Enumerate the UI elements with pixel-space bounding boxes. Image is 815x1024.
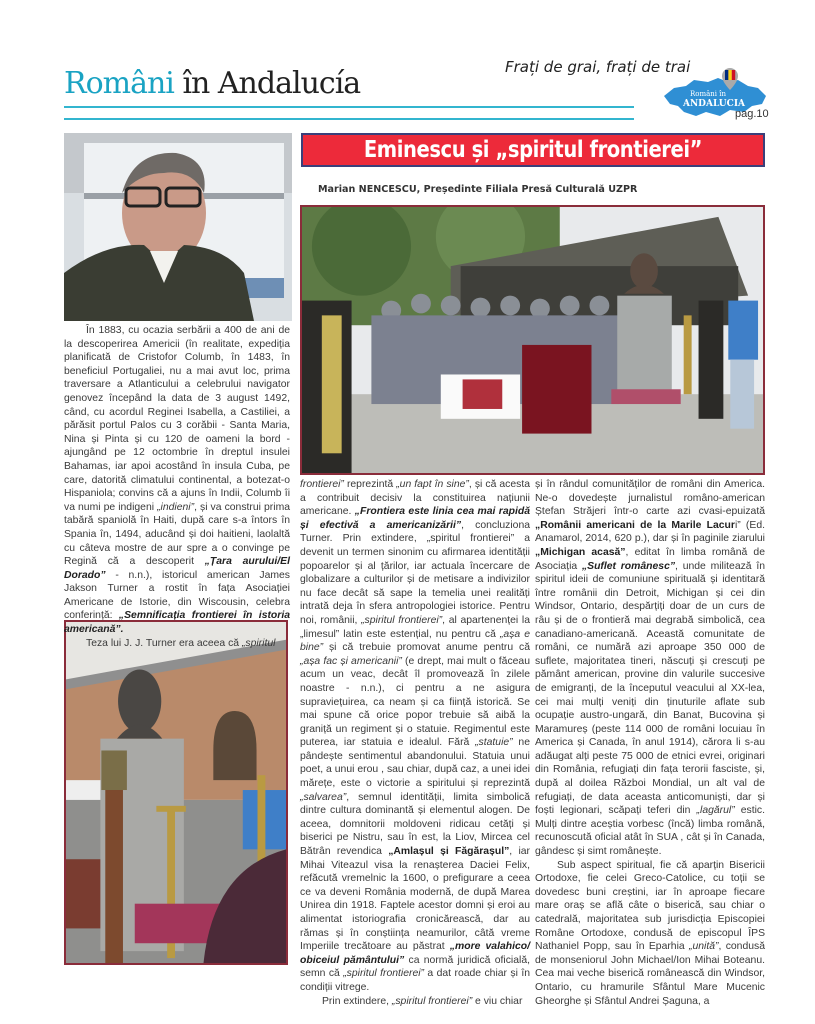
author-portrait-photo xyxy=(64,133,292,321)
eminescu-bust-photo xyxy=(64,620,288,965)
paragraph: Sub aspect spiritual, fie că aparțin Bisericii Ortodoxe, fie celei Greco-Catolice, cu toții se dovedesc buni creștini, iar în aproape fiecare mare oraș se află câte o biserică, sau chiar o catedrală, majoritatea sub jurisdicția Episcopiei Române Ortodoxe, condusă de episcopul ÎPS Nathaniel Popp, sau în Eparhia „unită”, condusă de monseniorul John Michael/Ion Mihai Boteanu. Cea mai veche biserică românească din Windsor, Ontario, cu hramurile Sfântul Mare Mucenic Gheorghe și Sfântul Andrei Șaguna, a xyxy=(535,859,765,1007)
motto: Frați de grai, frați de trai xyxy=(505,58,691,76)
badge-line1: Români în xyxy=(689,90,727,98)
header-rule-top xyxy=(64,106,634,108)
paragraph: În 1883, cu ocazia serbării a 400 de ani de la descoperirea Americii (în realitate, expediția planificată de Cristofor Columb, în 1483, în beneficiul Portugaliei, nu a mai avut loc, prima traversare a Atlanticului a celebrului navigator genovez începând la data de 3 august 1492, când, cu acordul Reginei Isabella, a Castiliei, a părăsit portul Palos cu 3 corăbii - Santa Maria, Nina și Pinta și cu 120 de oameni la bord - ajungând pe 12 octombrie în dreptul insulei Bahamas, iar apoi acostând în insula Cuba, pe care, datorită climatului continental, a botezat-o Hispaniola; convins că a ajuns în Indii, Columb îi va numi pe indigeni „indieni”, și va construi prima tabără spaniolă în Haiti, după care s-a întors în Spania în, 1494, aducând și doi haitieni, laolaltă cu câteva mostre de aur spre a o convinge pe Regină că a descoperit „Țara aurului/El Dorado” - n.n.), istoricul american James Jakson Turner a rostit în fața Asociației Americane de Istorie, din Wiscousin, celebra conferință: „Semnificația frontierei în istoria americană”. xyxy=(64,325,291,636)
ceremony-photo xyxy=(300,205,765,475)
badge-line2: ANDALUCIA xyxy=(682,99,746,109)
logo-romani: Români xyxy=(64,66,174,101)
page-number: pag.10 xyxy=(735,108,769,120)
article-title: Eminescu și „spiritul frontierei” xyxy=(363,137,703,163)
paragraph: frontierei” reprezintă „un fapt în sine”, și că acesta a contribuit decisiv la constituirea națiunii americane. „Frontiera este linia cea mai rapidă și efectivă a americanizării”, concluziona Turner. Prin extindere, „spiritul frontierei” a devenit un termen sinonim cu afirmarea identității popoarelor și al țărilor, iar actuala încercare de globalizare a culturilor și de metisare a indivizilor nu face decât să sape la temelia unei realități intrată deja în sfera antropologiei istorice. Pentru noi, românii, „spiritul frontierei”, al apartenenței la „limesul” latin este estențial, nu pentru că „așa e bine” și că trebuie promovat anume pentru că „așa fac și americanii” (e drept, mai mult o făceau acum un veac, decât îl promovează în zilele noastre - n.n.), ci pentru a ne asigura supraviețuirea, ca neam și ca ființă istorică. Se mai spune că orice popor trebuie să aibă la graniță un regiment și o statuie. Regimentul este puterea, iar statuia e idealul. Fără „statuie” ne pândește sentimentul abandonului. Statuia unui poet, a unui erou , sau chiar, după caz, a unei idei mărețe, este o victorie a spiritului și reprezintă „salvarea”, semnul identității, limita simbolică dintre cultura dominantă și elementul alogen. De aceea, domnitorii moldoveni ridicau cetăți și biserici pe Nistru, sau în est, la Liov, Mircea cel Bătrân revendica „Amlașul și Făgărașul”, iar Mihai Viteazul visa la renașterea Daciei Felix, refăcută vremelnic la 1600, o prefigurare a ceea ce va deveni România modernă, de după Marea Unirea din 1918. Faptele acestor domni și eroi au alimentat istoriografia cronicărească, dar au rămas și în conștiința neamurilor, câtă vreme Imperiile trecătoare au păstrat „more valahico/ obiceiul pământului” ca normă juridică oficială, semn că „spiritul frontierei” a dat roade chiar și în condiții vitrege. xyxy=(300,479,531,993)
paragraph: Prin extindere, „spiritul frontierei” e viu chiar xyxy=(322,995,523,1007)
article-title-box xyxy=(301,133,765,167)
article-column-1 xyxy=(64,324,290,650)
paragraph: și în rândul comunităților de români din America. Ne-o dovedește jurnalistul româno-american Ștefan Străjeri într-o carte azi cvasi-epuizată „Românii americani de la Marile Lacuri” (Ed. Anamarol, 2014, 620 p.), dar și în paginile ziarului „Michigan acasă”, editat în limba română de Asociația „Suflet românesc”, unde militează în spiritul ideii de comuniune spirituală și identitară între românii din Detroit, Michigan și cei din Windsor, Ontario, despărțiți doar de un curs de râu și de o frontieră mai degrabă simbolică, cea canadiano-americană. Această comunitate de români, ce numără azi aproape 350 000 de suflete, majoritatea tineri, născuți și crescuți pe pământ american, provine din valurile succesive de emigranți, de la începutul veacului al XX-lea, cei mai mulți veniți din ținuturile aflate sub ocupație austro-ungară, din Banat, Bucovina și Maramureș (peste 114 000 de români locuiau în America și Canada, în anul 1914), cărora li s-au adăugat alți peste 75 000 de etnici evrei, originari din România, refugiați din fața terorii fasciste, și, după al doilea Război Mondial, un alt val de refugiați, de data aceasta anticomuniști, dar și foști legionari, scăpați teferi din „lagărul” estic. Mulți dintre aceștia vorbesc (încă) limba română, recunoscută oficial atât în SUA , cât și în Canada, gândesc și simt românește. xyxy=(535,479,766,858)
header-rule-bottom xyxy=(64,118,634,120)
article-byline: Marian NENCESCU, Președinte Filiala Presă Culturală UZPR xyxy=(318,184,638,195)
article-column-3 xyxy=(535,478,765,1008)
article-column-2 xyxy=(300,478,530,1008)
paragraph: Teza lui J. J. Turner era aceea că „spiritul xyxy=(86,637,276,649)
masthead-logo xyxy=(64,66,360,101)
logo-in-andalucia: în Andalucía xyxy=(173,66,361,101)
